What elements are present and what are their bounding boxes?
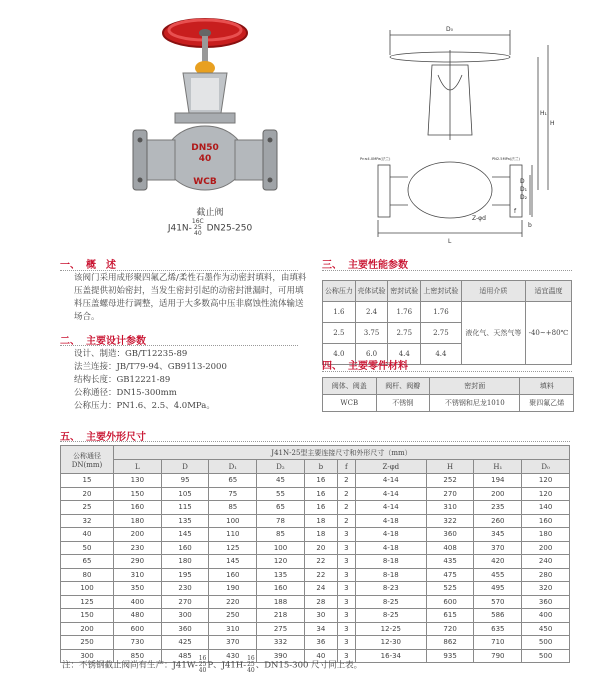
table-cell: 4-18	[355, 528, 426, 542]
table-header: D₀	[522, 460, 570, 474]
table-cell: 188	[257, 595, 305, 609]
table-cell: 3	[337, 636, 355, 650]
table-cell: 4-14	[355, 501, 426, 515]
table-cell: 135	[257, 568, 305, 582]
table-cell: WCB	[323, 395, 377, 412]
table-cell: 32	[61, 514, 114, 528]
dimensions-span-header: J41N-25型主要连接尺寸和外形尺寸（mm）	[114, 446, 570, 460]
table-cell: 586	[474, 609, 522, 623]
table-cell: 160	[257, 582, 305, 596]
table-row	[61, 528, 570, 542]
table-cell: 455	[474, 568, 522, 582]
drawing-label-d2: D₂	[520, 194, 528, 201]
table-cell: 16	[304, 501, 337, 515]
section-divider	[60, 270, 298, 271]
table-cell: 100	[61, 582, 114, 596]
table-header: 上密封试验	[421, 281, 462, 302]
table-cell: 聚四氟乙烯	[520, 395, 574, 412]
section-performance-heading: 三、 主要性能参数	[322, 260, 408, 271]
table-cell: 28	[304, 595, 337, 609]
flange-standard: 法兰连接：JB/T79-94、GB9113-2000	[74, 362, 227, 372]
table-cell: 600	[426, 595, 474, 609]
caption-model: J41N-16C 25 40 DN25-250	[167, 218, 253, 237]
table-cell: 200	[474, 487, 522, 501]
table-cell: 850	[114, 649, 162, 663]
table-row	[61, 582, 570, 596]
section-divider	[322, 270, 572, 271]
table-cell: 不锈钢和尼龙1010	[430, 395, 520, 412]
table-cell: 120	[522, 474, 570, 488]
drawing-label-l: L	[448, 238, 452, 245]
table-row	[61, 514, 570, 528]
table-cell: 345	[474, 528, 522, 542]
table-cell: 3	[337, 649, 355, 663]
section-divider	[60, 441, 570, 442]
section-dimensions-heading: 五、 主要外形尺寸	[60, 432, 146, 443]
table-cell: 130	[114, 474, 162, 488]
drawing-label-d1: D₁	[520, 186, 528, 193]
table-cell: 115	[161, 501, 209, 515]
table-cell: 230	[161, 582, 209, 596]
table-header: 密封面	[430, 378, 520, 395]
table-row	[61, 609, 570, 623]
table-cell: 8-23	[355, 582, 426, 596]
table-header: 壳体试验	[355, 281, 388, 302]
nominal-pressure: 公称压力：PN1.6、2.5、4.0MPa。	[74, 401, 215, 411]
table-cell: 3.75	[355, 323, 388, 344]
table-cell: 450	[522, 622, 570, 636]
table-header-row	[323, 281, 572, 302]
table-cell: 4.0	[323, 344, 356, 365]
footnote: 注：不锈钢截止阀尚有生产：J41W-16 25 40P、J41H-16 25 40、DN15-300 尺寸同上表。	[62, 655, 363, 674]
table-cell: 2.5	[323, 323, 356, 344]
table-cell: 24	[304, 582, 337, 596]
table-cell: 45	[257, 474, 305, 488]
table-cell: 40	[61, 528, 114, 542]
table-cell: 200	[114, 528, 162, 542]
table-cell: 40	[304, 649, 337, 663]
performance-table	[322, 280, 572, 365]
table-cell: 370	[209, 636, 257, 650]
table-cell: 218	[257, 609, 305, 623]
table-cell: 160	[209, 568, 257, 582]
table-header: b	[304, 460, 337, 474]
table-cell: 300	[61, 649, 114, 663]
caption-name: 截止阀	[196, 208, 224, 218]
table-cell: 1.76	[421, 302, 462, 323]
design-parameter-list	[74, 348, 227, 413]
table-cell: 4.4	[388, 344, 421, 365]
table-row	[61, 622, 570, 636]
table-cell: 20	[61, 487, 114, 501]
table-cell: 250	[61, 636, 114, 650]
table-header: Z-φd	[355, 460, 426, 474]
table-cell: 6.0	[355, 344, 388, 365]
table-header: D₁	[209, 460, 257, 474]
table-header: L	[114, 460, 162, 474]
table-cell: 100	[209, 514, 257, 528]
table-cell: 3	[337, 541, 355, 555]
section-materials-heading: 四、 主要零件材料	[322, 361, 408, 372]
table-cell: 270	[426, 487, 474, 501]
table-cell: 16-34	[355, 649, 426, 663]
section-divider	[322, 371, 572, 372]
table-cell: 720	[426, 622, 474, 636]
table-cell: 150	[61, 609, 114, 623]
medium-cell: 液化气、天然气等	[461, 302, 525, 365]
table-cell: 4-18	[355, 514, 426, 528]
table-cell: 2	[337, 487, 355, 501]
table-cell: 3	[337, 555, 355, 569]
table-cell: 135	[161, 514, 209, 528]
drawing-label-h: H	[550, 120, 555, 127]
table-row	[61, 555, 570, 569]
temperature-cell: -40~+80℃	[525, 302, 571, 365]
table-cell: 250	[209, 609, 257, 623]
valve-marking-size: DN50	[191, 143, 219, 153]
table-cell: 635	[474, 622, 522, 636]
table-cell: 2	[337, 514, 355, 528]
table-cell: 120	[257, 555, 305, 569]
table-cell: 300	[161, 609, 209, 623]
table-cell: 425	[161, 636, 209, 650]
table-cell: 322	[426, 514, 474, 528]
table-cell: 78	[257, 514, 305, 528]
table-cell: 500	[522, 636, 570, 650]
table-cell: 3	[337, 528, 355, 542]
table-cell: 190	[209, 582, 257, 596]
table-header: D	[161, 460, 209, 474]
drawing-label-d0: D₀	[446, 26, 454, 33]
table-cell: 360	[522, 595, 570, 609]
table-header: f	[337, 460, 355, 474]
valve-photo	[125, 8, 285, 208]
dn-header: 公称通径 DN(mm)	[61, 446, 114, 474]
table-cell: 240	[522, 555, 570, 569]
table-cell: 260	[474, 514, 522, 528]
table-row	[61, 501, 570, 515]
table-header: H	[426, 460, 474, 474]
table-row	[61, 595, 570, 609]
drawing-label-h1: H₁	[540, 110, 547, 117]
table-cell: 862	[426, 636, 474, 650]
table-cell: 370	[474, 541, 522, 555]
table-cell: 360	[426, 528, 474, 542]
table-cell: 140	[522, 501, 570, 515]
table-cell: 525	[426, 582, 474, 596]
dimensions-table-body	[61, 474, 570, 663]
table-cell: 160	[522, 514, 570, 528]
table-cell: 145	[209, 555, 257, 569]
table-cell: 200	[522, 541, 570, 555]
table-cell: 65	[209, 474, 257, 488]
table-cell: 160	[161, 541, 209, 555]
table-cell: 3	[337, 609, 355, 623]
drawing-label-f: f	[514, 208, 517, 215]
table-header: 公称压力	[323, 281, 356, 302]
table-cell: 485	[161, 649, 209, 663]
table-row	[61, 474, 570, 488]
table-cell: 600	[114, 622, 162, 636]
table-cell: 2	[337, 501, 355, 515]
table-cell: 105	[161, 487, 209, 501]
valve-marking-pressure: 40	[198, 154, 212, 164]
valve-marking-material: WCB	[193, 177, 217, 187]
table-cell: 18	[304, 528, 337, 542]
table-cell: 195	[161, 568, 209, 582]
table-cell: 36	[304, 636, 337, 650]
table-header: 适用介质	[461, 281, 525, 302]
table-cell: 120	[522, 487, 570, 501]
table-cell: 85	[209, 501, 257, 515]
photo-caption	[140, 208, 280, 237]
table-cell: 12-25	[355, 622, 426, 636]
table-cell: 350	[114, 582, 162, 596]
table-cell: 2.4	[355, 302, 388, 323]
table-cell: 4-18	[355, 541, 426, 555]
table-cell: 430	[209, 649, 257, 663]
table-cell: 12-30	[355, 636, 426, 650]
table-cell: 235	[474, 501, 522, 515]
table-cell: 3	[337, 595, 355, 609]
table-header-row	[323, 378, 574, 395]
section-divider	[60, 345, 298, 346]
table-header: 阀体、阀盖	[323, 378, 377, 395]
table-row	[61, 636, 570, 650]
overview-text: 该阀门采用成形聚四氟乙烯/柔性石墨作为动密封填料，由填料压盖提供初始密封，当发生密封引起的动密封泄漏时，可用填料压盖螺母进行调整，适用于大多数高中压非腐蚀性流体输送场合。	[74, 273, 307, 322]
table-cell: 8-25	[355, 609, 426, 623]
table-cell: 615	[426, 609, 474, 623]
valve-schematic	[360, 15, 555, 245]
table-cell: 65	[257, 501, 305, 515]
table-cell: 475	[426, 568, 474, 582]
drawing-label-zd: Z-φd	[472, 215, 486, 222]
table-cell: 790	[474, 649, 522, 663]
table-cell: 710	[474, 636, 522, 650]
table-cell: 290	[114, 555, 162, 569]
table-cell: 280	[522, 568, 570, 582]
face-to-face-standard: 结构长度：GB12221-89	[74, 375, 171, 385]
table-cell: 1.76	[388, 302, 421, 323]
table-cell: 4-14	[355, 487, 426, 501]
table-cell: 435	[426, 555, 474, 569]
table-cell: 730	[114, 636, 162, 650]
table-cell: 252	[426, 474, 474, 488]
table-cell: 22	[304, 568, 337, 582]
table-cell: 8-18	[355, 568, 426, 582]
table-header: H₁	[474, 460, 522, 474]
table-cell: 180	[161, 555, 209, 569]
table-cell: 230	[114, 541, 162, 555]
table-cell: 270	[161, 595, 209, 609]
table-row	[323, 395, 574, 412]
table-cell: 125	[209, 541, 257, 555]
table-cell: 3	[337, 582, 355, 596]
table-cell: 25	[61, 501, 114, 515]
table-cell: 310	[114, 568, 162, 582]
table-cell: 495	[474, 582, 522, 596]
table-cell: 55	[257, 487, 305, 501]
table-cell: 332	[257, 636, 305, 650]
table-row	[61, 568, 570, 582]
table-row	[61, 541, 570, 555]
table-cell: 220	[209, 595, 257, 609]
table-header: D₂	[257, 460, 305, 474]
table-cell: 85	[257, 528, 305, 542]
table-cell: 100	[257, 541, 305, 555]
table-cell: 194	[474, 474, 522, 488]
table-cell: 4.4	[421, 344, 462, 365]
table-cell: 310	[426, 501, 474, 515]
table-cell: 80	[61, 568, 114, 582]
table-header: 阀杆、阀瓣	[376, 378, 430, 395]
drawing-label-d: D	[520, 178, 525, 185]
table-cell: 4-14	[355, 474, 426, 488]
table-cell: 16	[304, 487, 337, 501]
table-cell: 408	[426, 541, 474, 555]
table-cell: 34	[304, 622, 337, 636]
table-cell: 390	[257, 649, 305, 663]
table-cell: 30	[304, 609, 337, 623]
table-cell: 8-18	[355, 555, 426, 569]
table-cell: 200	[61, 622, 114, 636]
table-cell: 95	[161, 474, 209, 488]
table-cell: 15	[61, 474, 114, 488]
table-cell: 2.75	[388, 323, 421, 344]
table-cell: 935	[426, 649, 474, 663]
table-cell: 275	[257, 622, 305, 636]
table-cell: 2.75	[421, 323, 462, 344]
table-header: 密封试验	[388, 281, 421, 302]
table-cell: 2	[337, 474, 355, 488]
footnote-pressure-stack-2: 16 25 40	[247, 655, 255, 674]
table-cell: 18	[304, 514, 337, 528]
table-header: 适宜温度	[525, 281, 571, 302]
table-cell: 125	[61, 595, 114, 609]
table-cell: 360	[161, 622, 209, 636]
table-cell: 75	[209, 487, 257, 501]
table-cell: 320	[522, 582, 570, 596]
table-header-row	[61, 460, 570, 474]
design-standard: 设计、制造：GB/T12235-89	[74, 349, 188, 359]
materials-table	[322, 377, 574, 412]
drawing-label-b: b	[528, 222, 532, 229]
table-cell: 不锈钢	[376, 395, 430, 412]
table-cell: 180	[114, 514, 162, 528]
drawing-label-outlet: PN2.5MPa(法兰)	[492, 157, 520, 161]
table-cell: 180	[522, 528, 570, 542]
table-row	[323, 302, 572, 323]
table-cell: 400	[522, 609, 570, 623]
table-cell: 3	[337, 622, 355, 636]
footnote-pressure-stack-1: 16 25 40	[198, 655, 207, 674]
table-cell: 570	[474, 595, 522, 609]
table-cell: 145	[161, 528, 209, 542]
table-cell: 16	[304, 474, 337, 488]
table-cell: 50	[61, 541, 114, 555]
table-cell: 65	[61, 555, 114, 569]
table-cell: 310	[209, 622, 257, 636]
table-cell: 8-25	[355, 595, 426, 609]
table-header-row	[61, 446, 570, 460]
table-cell: 1.6	[323, 302, 356, 323]
table-header: 填料	[520, 378, 574, 395]
section-overview-heading: 一、 概 述	[60, 260, 116, 271]
table-cell: 420	[474, 555, 522, 569]
table-cell: 20	[304, 541, 337, 555]
table-cell: 110	[209, 528, 257, 542]
table-cell: 500	[522, 649, 570, 663]
section-design-heading: 二、 主要设计参数	[60, 336, 146, 347]
dimensions-table	[60, 445, 570, 663]
caption-pressure-stack: 16C 25 40	[191, 218, 204, 237]
table-cell: 160	[114, 501, 162, 515]
table-row	[61, 487, 570, 501]
table-cell: 22	[304, 555, 337, 569]
table-cell: 480	[114, 609, 162, 623]
table-cell: 150	[114, 487, 162, 501]
table-cell: 400	[114, 595, 162, 609]
drawing-label-inlet: Pn≤4.0MPa(法兰)	[360, 157, 391, 161]
nominal-diameter: 公称通径：DN15-300mm	[74, 388, 177, 398]
table-cell: 3	[337, 568, 355, 582]
